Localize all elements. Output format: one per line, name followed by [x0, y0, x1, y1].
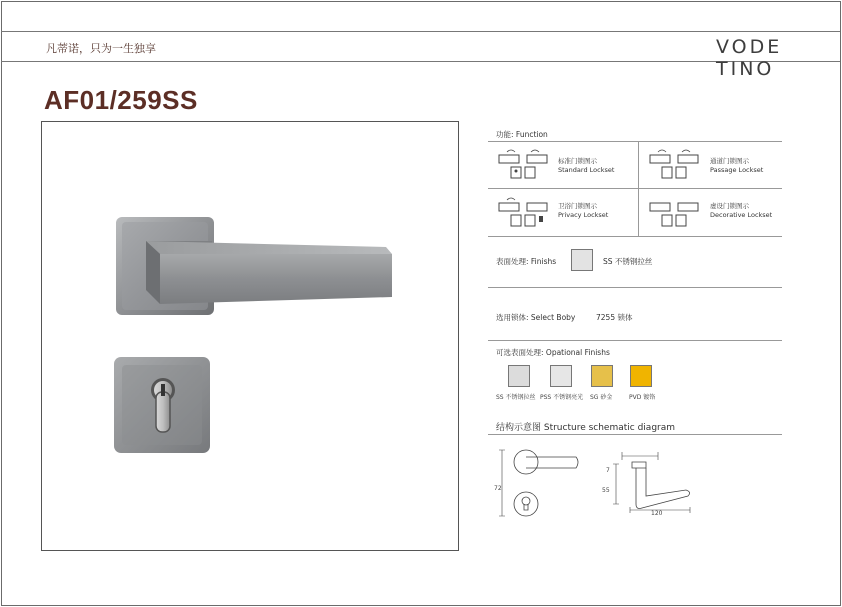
- slogan: 凡蒂诺，只为一生独享: [46, 42, 156, 55]
- brand-logo: VODE TINO: [716, 36, 783, 80]
- optional-name-pss: PSS 不锈钢亮光: [540, 394, 584, 401]
- divider: [488, 141, 782, 142]
- front-view-diagram: [492, 444, 590, 522]
- optional-swatch-pss: [550, 365, 572, 387]
- privacy-lockset-en: Privacy Lockset: [558, 211, 609, 219]
- optional-name-sg: SG 砂金: [590, 394, 613, 401]
- divider: [488, 434, 782, 435]
- finishes-value: SS 不锈钢拉丝: [603, 257, 653, 266]
- standard-lockset-icon: [497, 147, 549, 181]
- finishes-label: 表面处理: Finishs: [496, 257, 557, 266]
- side-view-diagram: [612, 448, 696, 514]
- optional-swatch-pvd: [630, 365, 652, 387]
- divider: [488, 340, 782, 341]
- privacy-lockset-cn: 卫浴门锁图示: [558, 202, 597, 210]
- passage-lockset-en: Passage Lockset: [710, 166, 764, 174]
- standard-lockset-cn: 标准门锁图示: [558, 157, 597, 165]
- body-value: 7255 锁体: [596, 313, 633, 322]
- dim-120: 120: [651, 510, 663, 517]
- structure-title: 结构示意图 Structure schematic diagram: [496, 423, 676, 433]
- divider: [488, 188, 782, 189]
- lever-front: [160, 254, 392, 304]
- dim-55: 55: [602, 487, 610, 494]
- function-label: 功能: Function: [496, 130, 548, 139]
- optional-name-pvd: PVD 镀铬: [629, 394, 656, 401]
- optional-name-ss: SS 不锈钢拉丝: [496, 394, 536, 401]
- privacy-lockset-icon: [497, 195, 549, 229]
- divider: [488, 287, 782, 288]
- decorative-lockset-en: Decorative Lockset: [710, 211, 773, 219]
- standard-lockset-en: Standard Lockset: [558, 166, 615, 174]
- product-model: AF01/259SS: [44, 85, 198, 115]
- decorative-lockset-icon: [648, 195, 700, 229]
- passage-lockset-cn: 通道门锁图示: [710, 157, 749, 165]
- handle-illustration: [42, 122, 458, 550]
- optional-swatch-sg: [591, 365, 613, 387]
- lever-top: [146, 241, 392, 254]
- header-top-rule: [1, 31, 840, 32]
- body-label: 选用锁体: Select Boby: [496, 313, 576, 322]
- divider: [488, 236, 782, 237]
- dim-72: 72: [494, 485, 502, 492]
- optional-swatch-ss: [508, 365, 530, 387]
- header-bottom-rule: [1, 61, 840, 62]
- optional-finishes-label: 可选表面处理: Opational Finishs: [496, 348, 610, 357]
- dim-7: 7: [606, 467, 610, 474]
- product-photo: [41, 121, 459, 551]
- finish-swatch: [571, 249, 593, 271]
- decorative-lockset-cn: 虚设门锁图示: [710, 202, 749, 210]
- passage-lockset-icon: [648, 147, 700, 181]
